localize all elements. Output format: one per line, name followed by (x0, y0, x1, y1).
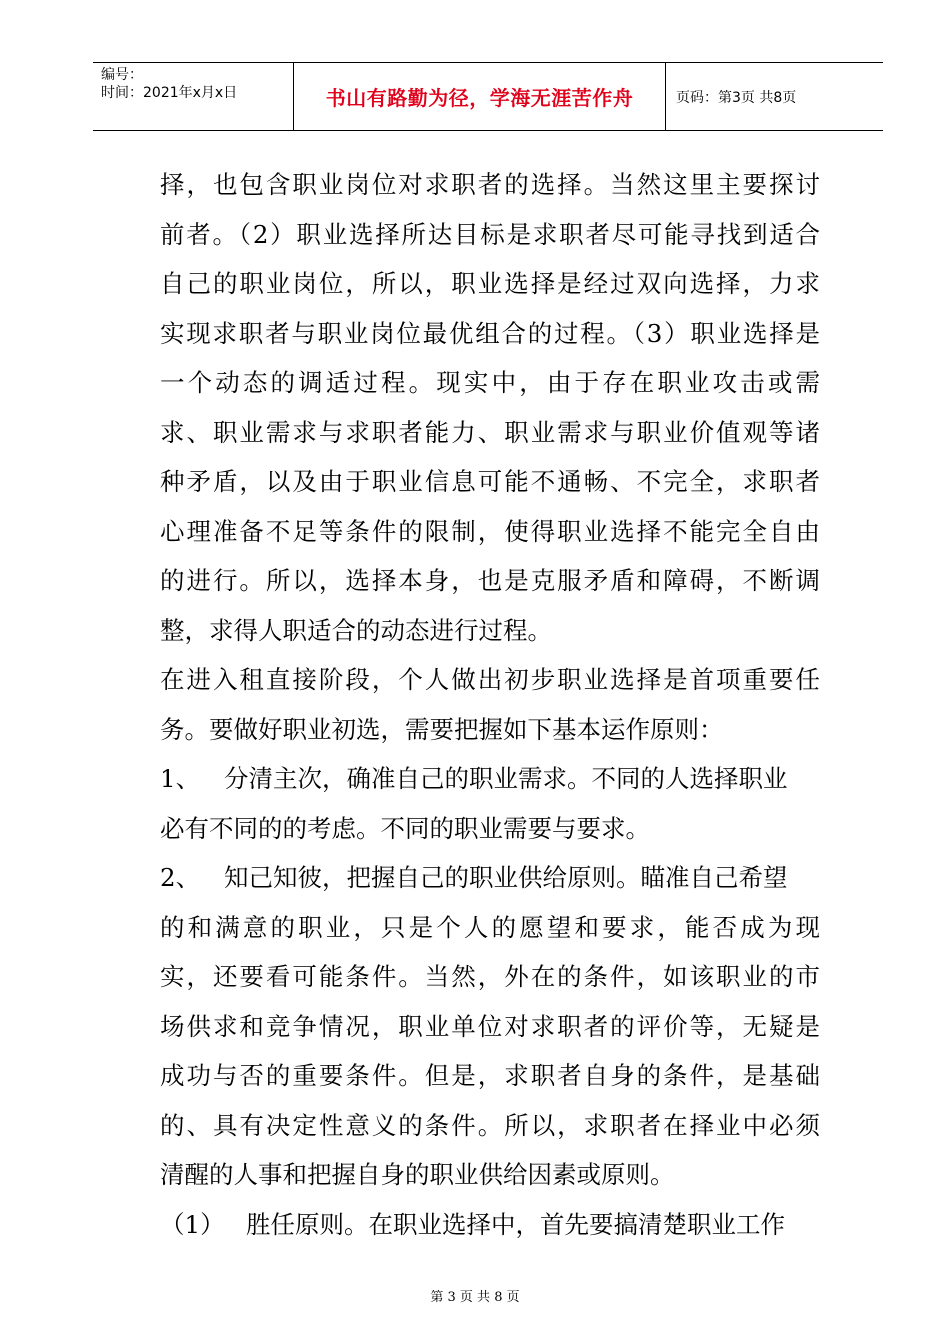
list-item-text: 分清主次，确准自己的职业需求。不同的人选择职业 (224, 764, 788, 793)
body-line: 的、具有决定性意义的条件。所以，求职者在择业中必须 (160, 1110, 820, 1140)
header-meta (93, 63, 294, 130)
list-item-number: 1、 (160, 764, 201, 793)
body-line: 一个动态的调适过程。现实中，由于存在职业攻击或需 (160, 368, 820, 397)
list-item-text: 胜任原则。在职业选择中，首先要搞清楚职业工作 (246, 1209, 785, 1239)
header-motto: 书山有路勤为径，学海无涯苦作舟 (325, 86, 634, 110)
body-line: 务。要做好职业初选，需要把握如下基本运作原则： (160, 714, 724, 744)
header-motto-cell (294, 63, 666, 130)
list-item-2 (160, 853, 820, 903)
body-line: 实现求职者与职业岗位最优组合的过程。（3）职业选择是 (160, 318, 820, 348)
header-page-label: 页码：第3页 共8页 (676, 89, 797, 106)
list-item-number: 2、 (160, 863, 201, 892)
body-line: 清醒的人事和把握自身的职业供给因素或原则。 (160, 1160, 675, 1189)
body-line: 整，求得人职适合的动态进行过程。 (160, 615, 552, 645)
document-time-label: 时间：2021年x月x日 (101, 85, 238, 101)
body-line: 择，也包含职业岗位对求职者的选择。当然这里主要探讨 (160, 170, 820, 199)
list-item-3 (160, 1200, 820, 1250)
body-line: 种矛盾，以及由于职业信息可能不通畅、不完全，求职者 (160, 467, 820, 496)
page-footer: 第 3 页 共 8 页 (430, 1290, 520, 1305)
body-line: 场供求和竞争情况，职业单位对求职者的评价等，无疑是 (160, 1011, 820, 1041)
body-line: 的进行。所以，选择本身，也是克服矛盾和障碍，不断调 (160, 566, 820, 595)
body-line: 前者。（2）职业选择所达目标是求职者尽可能寻找到适合 (160, 219, 820, 249)
document-code-label: 编号： (101, 67, 143, 83)
header-page-cell (666, 63, 883, 130)
list-item-number: （1） (160, 1209, 225, 1239)
body-line: 成功与否的重要条件。但是，求职者自身的条件，是基础 (160, 1061, 820, 1090)
body-line: 在进入租直接阶段，个人做出初步职业选择是首项重要任 (160, 665, 820, 694)
body-line: 的和满意的职业，只是个人的愿望和要求，能否成为现 (160, 912, 820, 942)
body-line: 实，还要看可能条件。当然，外在的条件，如该职业的市 (160, 962, 820, 991)
list-item-1 (160, 754, 820, 804)
body-line: 求、职业需求与求职者能力、职业需求与职业价值观等诸 (160, 417, 820, 447)
body-line: 心理准备不足等条件的限制，使得职业选择不能完全自由 (160, 516, 820, 546)
page-header (93, 62, 883, 131)
body-line: 必有不同的的考虑。不同的职业需要与要求。 (160, 813, 650, 843)
document-body (160, 160, 820, 1249)
body-line: 自己的职业岗位，所以，职业选择是经过双向选择，力求 (160, 269, 820, 298)
list-item-text: 知己知彼，把握自己的职业供给原则。瞄准自己希望 (224, 863, 788, 892)
